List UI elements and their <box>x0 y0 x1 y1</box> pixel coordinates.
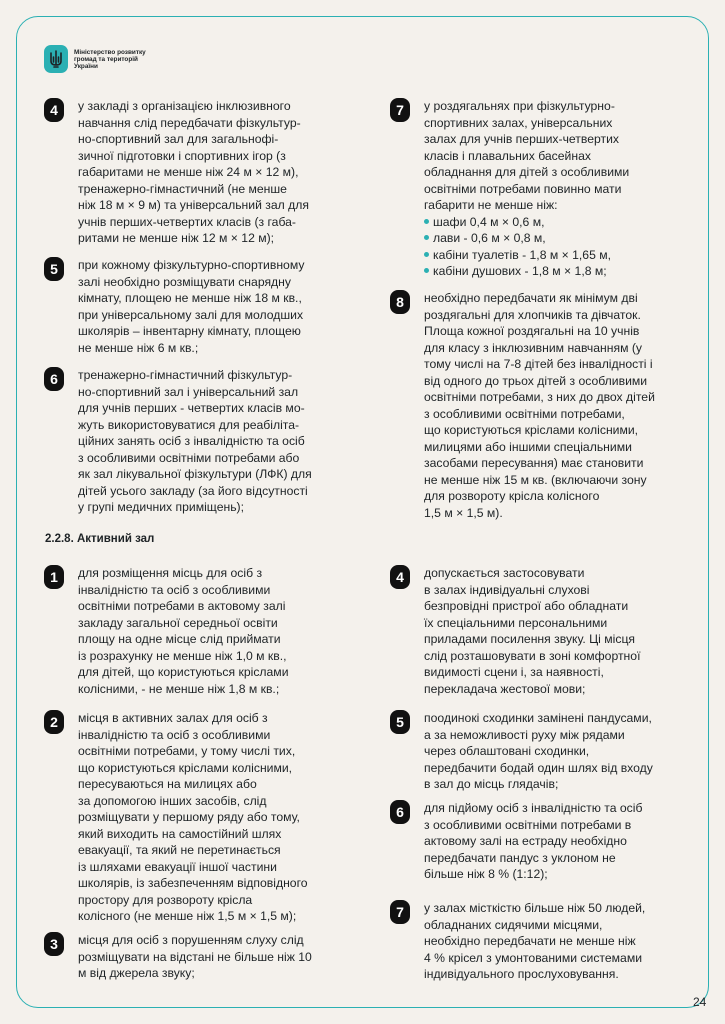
text-line: для учнів перших - четвертих класів мо- <box>78 401 305 415</box>
item-number-badge: 6 <box>390 800 410 824</box>
text-line: з особливими освітніми потребами в <box>424 817 632 832</box>
text-line: видимості сцени і, за наявності, <box>424 665 604 679</box>
item-text <box>424 565 640 697</box>
text-line: при кожному фізкультурно-спортивному <box>78 258 305 272</box>
text-line: закладу загальної середньої освіти <box>78 615 278 630</box>
text-line: обладнаних сидячими місцями, <box>424 917 603 932</box>
text-line: ритами не менше ніж 12 м × 12 м); <box>78 231 275 245</box>
text-line: як зал лікувальної фізкультури (ЛФК) для <box>78 467 312 481</box>
text-line: не менше ніж 6 м кв.; <box>78 340 199 355</box>
text-line: залах для учнів перших-четвертих <box>424 132 619 146</box>
text-line: но-спортивний зал і універсальний зал <box>78 384 299 399</box>
bullet-item: шафи 0,4 м × 0,6 м, <box>424 214 629 231</box>
text-line: необхідно передбачати як мінімум дві <box>424 291 638 305</box>
text-line: для розвороту крісла колісного <box>424 489 600 503</box>
text-line: зичної підготовки і спортивних ігор (з <box>78 148 286 163</box>
text-line: слід розташовувати в зоні комфортної <box>424 648 641 663</box>
item-number-badge: 1 <box>44 565 64 589</box>
text-line: габарити не менше ніж: <box>424 198 558 212</box>
text-line: розміщувати на відстані не більше ніж 10 <box>78 949 312 964</box>
text-line: з особливими освітніми потребами, <box>424 406 625 421</box>
text-line: освітніми потребами, з них до двох дітей <box>424 390 655 404</box>
text-line: тому числі на 7-8 дітей без інвалідності і <box>424 357 653 371</box>
text-line: через облаштовані сходинки, <box>424 744 590 758</box>
text-line: а за неможливості руху між рядами <box>424 727 625 742</box>
text-line: безпровідні пристрої або обладнати <box>424 599 629 613</box>
item-number-badge: 7 <box>390 900 410 924</box>
text-line: евакуації, та який не перетинається <box>78 843 281 857</box>
text-line: освітніми потребами, у тому числі тих, <box>78 744 296 758</box>
text-line: їх спеціальними персональними <box>424 615 608 630</box>
text-line: актовому залі на естраду необхідно <box>424 834 627 848</box>
trident-icon <box>44 45 68 73</box>
text-line: із розрахунку не менше ніж 1,0 м кв., <box>78 648 287 663</box>
text-line: 1,5 м × 1,5 м). <box>424 505 503 520</box>
text-line: школярів – інвентарну кімнату, площею <box>78 324 301 338</box>
text-line: освітніми потребами в актовому залі <box>78 599 286 613</box>
item-number-badge: 7 <box>390 98 410 122</box>
item-text <box>424 900 645 983</box>
ministry-name-line: Міністерство розвитку <box>74 48 146 56</box>
item-text <box>424 800 642 883</box>
item-text <box>78 367 312 516</box>
text-line: індивідуального прослуховування. <box>424 967 619 981</box>
text-line: колісними, - не менше ніж 1,8 м кв.; <box>78 681 280 696</box>
text-line: від одного до трьох дітей з особливими <box>424 373 648 388</box>
item-number-badge: 4 <box>44 98 64 122</box>
bullet-item: лави - 0,6 м × 0,8 м, <box>424 230 629 247</box>
item-text <box>78 565 289 697</box>
text-line: поодинокі сходинки замінені пандусами, <box>424 711 652 725</box>
text-line: но-спортивний зал для загальнофі- <box>78 132 279 146</box>
text-line: місця в активних залах для осіб з <box>78 711 268 725</box>
text-line: передбачати пандус з уклоном не <box>424 850 616 865</box>
text-line: освітніми потребами повинно мати <box>424 181 622 196</box>
text-line: обладнання для дітей з особливими <box>424 165 630 179</box>
text-line: при універсальному залі для молодших <box>78 307 304 322</box>
text-line: ційних занять осіб з інвалідністю та осіб <box>78 434 305 448</box>
text-line: інвалідністю та осіб з особливими <box>78 727 271 742</box>
text-line: для підйому осіб з інвалідністю та осіб <box>424 801 643 815</box>
text-line: для класу з інклюзивним навчанням (у <box>424 340 642 355</box>
text-line: у залах місткістю більше ніж 50 людей, <box>424 901 646 915</box>
text-line: учнів перших-четвертих класів (з габа- <box>78 214 296 229</box>
text-line: необхідно передбачати не менше ніж <box>424 934 636 948</box>
item-text <box>424 98 629 280</box>
item-number-badge: 5 <box>390 710 410 734</box>
text-line: навчання слід передбачати фізкультур- <box>78 115 301 130</box>
text-line: класів і плавальних басейнах <box>424 148 591 163</box>
text-line: приладами посилення звуку. Ці місця <box>424 632 636 646</box>
ministry-name <box>74 49 146 70</box>
text-line: спортивних залах, універсальних <box>424 115 613 130</box>
text-line: габаритами не менше ніж 24 м × 12 м), <box>78 165 299 179</box>
item-text <box>78 710 308 925</box>
text-line: Площа кожної роздягальні на 10 учнів <box>424 324 640 338</box>
section-title: 2.2.8. Активний зал <box>45 533 155 545</box>
text-line: в залах індивідуальні слухові <box>424 582 590 597</box>
text-line: тренажерно-гімнастичний фізкультур- <box>78 368 293 382</box>
text-line: допускається застосовувати <box>424 566 585 580</box>
text-line: площу на одне місце слід приймати <box>78 632 281 646</box>
text-line: милицями або іншими спеціальними <box>424 439 632 454</box>
item-number-badge: 2 <box>44 710 64 734</box>
item-number-badge: 6 <box>44 367 64 391</box>
text-line: не менше ніж 15 м кв. (включаючи зону <box>424 472 647 487</box>
text-line: місця для осіб з порушенням слуху слід <box>78 933 304 947</box>
text-line: перекладача жестової мови; <box>424 681 586 696</box>
ministry-name-line: України <box>74 62 98 70</box>
item-number-badge: 5 <box>44 257 64 281</box>
text-line: який виходить на самостійний шлях <box>78 826 282 841</box>
text-line: 4 % крісел з умонтованими системами <box>424 950 642 965</box>
item-number-badge: 4 <box>390 565 410 589</box>
text-line: в зал до місць глядачів; <box>424 777 559 791</box>
text-line: для розміщення місць для осіб з <box>78 566 263 580</box>
ministry-logo <box>44 45 146 73</box>
text-line: із шляхами евакуації іншої частини <box>78 859 277 874</box>
item-text <box>78 257 304 356</box>
text-line: у закладі з організацією інклюзивного <box>78 99 291 113</box>
text-line: жуть використовуватися для реабіліта- <box>78 417 300 432</box>
text-line: школярів, із забезпеченням відповідного <box>78 876 308 890</box>
text-line: що користуються кріслами колісними, <box>424 423 639 437</box>
bullet-item: кабіни туалетів - 1,8 м × 1,65 м, <box>424 247 629 264</box>
item-number-badge: 8 <box>390 290 410 314</box>
text-line: роздягальні для хлопчиків та дівчаток. <box>424 307 641 322</box>
bullet-item: кабіни душових - 1,8 м × 1,8 м; <box>424 263 629 280</box>
item-text <box>424 710 653 793</box>
text-line: м від джерела звуку; <box>78 966 195 980</box>
text-line: колісного (не менше ніж 1,5 м × 1,5 м); <box>78 909 297 923</box>
item-number-badge: 3 <box>44 932 64 956</box>
text-line: що користуються кріслами колісними, <box>78 760 293 775</box>
text-line: за допомогою інших засобів, слід <box>78 793 267 808</box>
text-line: залі необхідно розміщувати снарядну <box>78 274 291 289</box>
text-line: з особливими освітніми потребами або <box>78 450 300 465</box>
text-line: інвалідністю та осіб з особливими <box>78 582 271 597</box>
text-line: більше ніж 8 % (1:12); <box>424 867 548 881</box>
text-line: дітей усього закладу (за його відсутності <box>78 483 308 498</box>
item-text <box>424 290 655 521</box>
text-line: пересуваються на милицях або <box>78 777 257 791</box>
item-text <box>78 932 312 982</box>
text-line: засобами пересування) має становити <box>424 456 644 470</box>
text-line: передбачити бодай один шлях від входу <box>424 760 653 775</box>
text-line: розміщувати у першому ряду або тому, <box>78 810 300 824</box>
text-line: тренажерно-гімнастичний (не менше <box>78 181 287 196</box>
text-line: для дітей, що користуються кріслами <box>78 665 289 679</box>
ministry-name-line: громад та територій <box>74 55 138 63</box>
item-text <box>78 98 309 247</box>
text-line: у групі медичних приміщень); <box>78 500 244 514</box>
text-line: ніж 18 м × 9 м) та універсальний зал для <box>78 198 309 212</box>
text-line: простору для розвороту крісла <box>78 892 253 907</box>
page-number: 24 <box>693 995 707 1009</box>
text-line: кімнату, площею не менше ніж 18 м кв., <box>78 291 302 305</box>
text-line: у роздягальнях при фізкультурно- <box>424 99 615 113</box>
